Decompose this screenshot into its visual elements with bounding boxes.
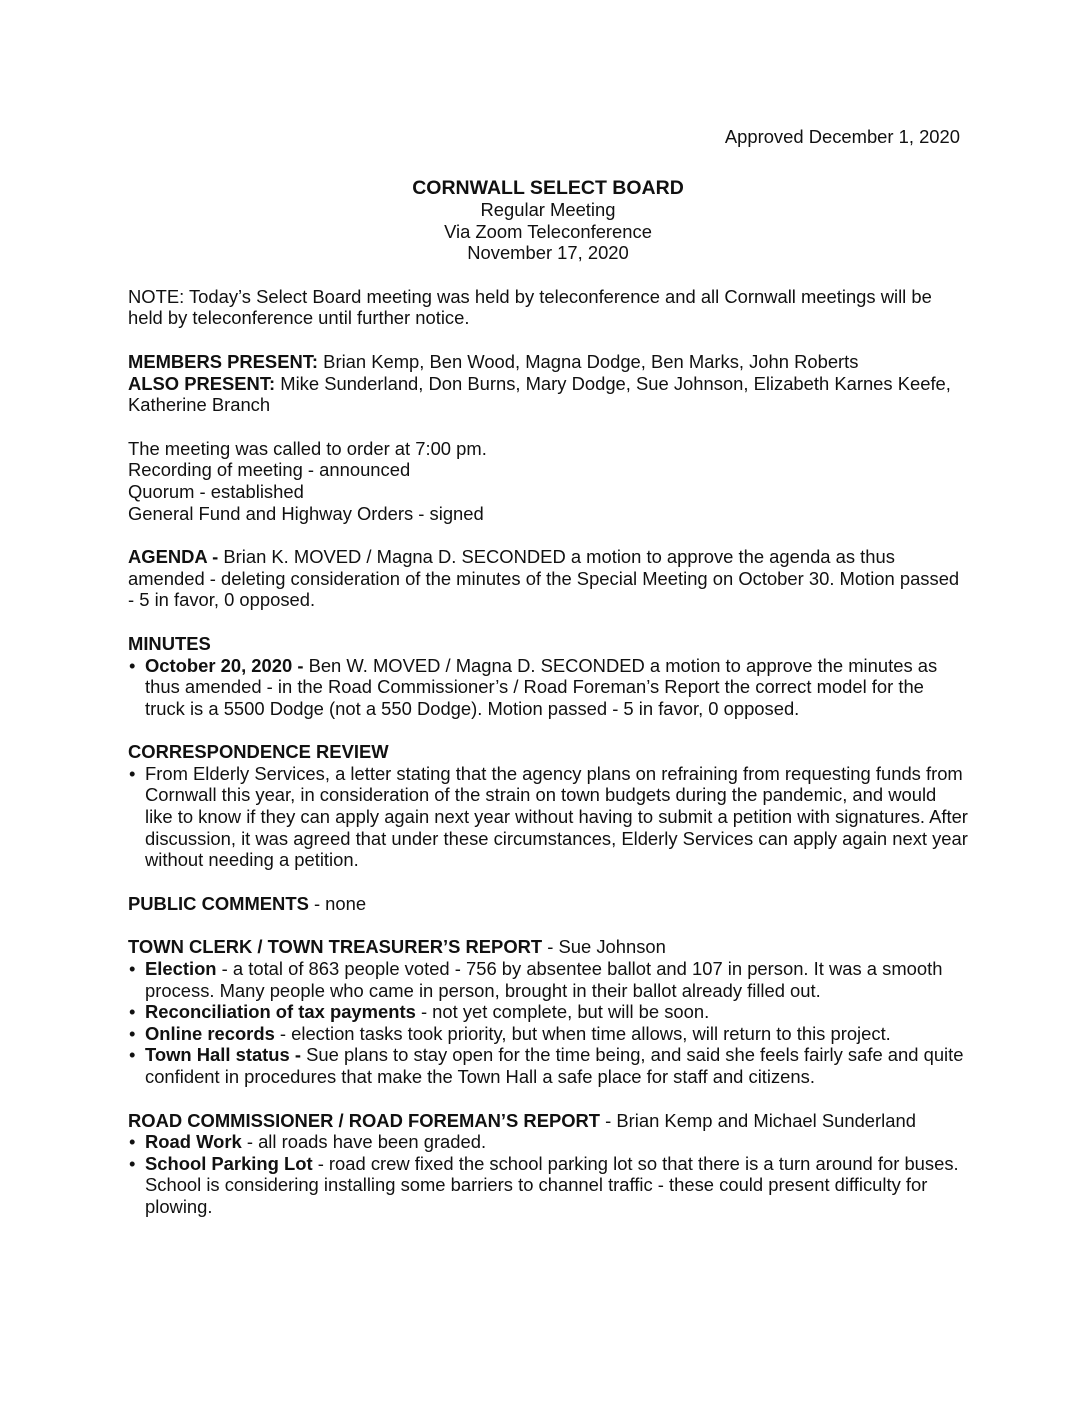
list-item — [128, 1001, 968, 1023]
members-present-label: MEMBERS PRESENT: — [128, 350, 319, 372]
town-clerk-section — [128, 936, 968, 1087]
item-label: Reconciliation of tax payments — [145, 1001, 416, 1023]
list-item — [128, 958, 968, 1001]
town-clerk-list — [128, 958, 968, 1088]
call-to-order: The meeting was called to order at 7:00 pm. — [128, 437, 487, 459]
correspondence-heading: CORRESPONDENCE REVIEW — [128, 741, 389, 763]
list-item — [128, 763, 968, 871]
also-present-names: Mike Sunderland, Don Burns, Mary Dodge, Sue Johnson, Elizabeth Karnes Keefe, Katherine Branch — [128, 372, 951, 416]
agenda-text: Brian K. MOVED / Magna D. SECONDED a motion to approve the agenda as thus amended - deleting consideration of the minutes of the Special Meeting on October 30. Motion passed - 5 in favor, 0 opposed. — [128, 546, 960, 611]
meeting-date: November 17, 2020 — [467, 242, 629, 264]
agenda-label: AGENDA - — [128, 546, 219, 568]
list-item — [128, 1023, 968, 1045]
item-text: Ben W. MOVED / Magna D. SECONDED a motion to approve the minutes as thus amended - in the Road Commissioner’s / Road Foreman’s Report the correct model for the truck is a 5500 Dodge (not a 550 Dodge). Motion passed - 5 in favor, 0 opposed. — [145, 654, 938, 719]
list-item — [128, 1044, 968, 1087]
bullet-icon: • — [129, 1001, 136, 1023]
road-report-list — [128, 1131, 968, 1217]
bullet-icon: • — [129, 1131, 136, 1153]
teleconference-note: NOTE: Today’s Select Board meeting was held by teleconference and all Cornwall meetings will be held by teleconference until further notice. — [128, 285, 932, 329]
town-clerk-presenter: - Sue Johnson — [542, 936, 666, 958]
road-report-heading-line — [128, 1110, 968, 1132]
minutes-heading: MINUTES — [128, 632, 211, 654]
item-text: From Elderly Services, a letter stating that the agency plans on refraining from requesting funds from Cornwall this year, in consideration of the strain on town budgets during the pandemic, and would like to know if they can apply again next year without having to submit a petition with signatures. After discussion, it was agreed that under these circumstances, Elderly Services can apply again next year without needing a petition. — [145, 762, 968, 871]
town-clerk-heading-line — [128, 936, 968, 958]
item-label: Town Hall status - — [145, 1044, 301, 1066]
item-label: October 20, 2020 - — [145, 654, 304, 676]
item-label: Online records — [145, 1022, 275, 1044]
approval-date: Approved December 1, 2020 — [724, 126, 960, 147]
members-present — [128, 351, 968, 373]
road-report-presenter: - Brian Kemp and Michael Sunderland — [600, 1109, 916, 1131]
list-item — [128, 655, 968, 720]
meeting-venue: Via Zoom Teleconference — [444, 220, 652, 242]
minutes-section — [128, 633, 968, 719]
bullet-icon: • — [129, 1152, 136, 1174]
attendance-section — [128, 351, 968, 416]
minutes-document — [128, 126, 968, 1218]
also-present — [128, 373, 968, 416]
item-text: - not yet complete, but will be soon. — [415, 1001, 710, 1023]
list-item — [128, 1131, 968, 1153]
bullet-icon: • — [129, 654, 136, 676]
town-clerk-heading: TOWN CLERK / TOWN TREASURER’S REPORT — [128, 936, 543, 958]
item-label: School Parking Lot — [145, 1152, 313, 1174]
board-title: CORNWALL SELECT BOARD — [412, 177, 684, 199]
public-comments-label: PUBLIC COMMENTS — [128, 892, 309, 914]
item-label: Road Work — [145, 1131, 242, 1153]
item-text: - election tasks took priority, but when time allows, will return to this project. — [274, 1022, 891, 1044]
item-label: Election — [145, 958, 217, 980]
item-text: - all roads have been graded. — [241, 1131, 487, 1153]
also-present-label: ALSO PRESENT: — [128, 372, 276, 394]
orders-status: General Fund and Highway Orders - signed — [128, 502, 484, 524]
meeting-type: Regular Meeting — [480, 199, 616, 220]
bullet-icon: • — [129, 958, 136, 980]
bullet-icon: • — [129, 762, 136, 784]
members-present-names: Brian Kemp, Ben Wood, Magna Dodge, Ben Marks, John Roberts — [318, 350, 859, 372]
item-text: - road crew fixed the school parking lot so that there is a turn around for buses. School is considering installing some barriers to channel traffic - these could present difficulty for plowing. — [145, 1152, 959, 1217]
document-header — [128, 177, 968, 264]
list-item — [128, 1153, 968, 1218]
correspondence-list — [128, 763, 968, 871]
road-report-heading: ROAD COMMISSIONER / ROAD FOREMAN’S REPORT — [128, 1109, 601, 1131]
quorum-status: Quorum - established — [128, 480, 304, 502]
opening-section — [128, 438, 968, 524]
bullet-icon: • — [129, 1022, 136, 1044]
agenda-section — [128, 546, 968, 611]
item-text: - a total of 863 people voted - 756 by absentee ballot and 107 in person. It was a smooth process. Many people who came in person, brought in their ballot already filled out. — [145, 958, 943, 1001]
bullet-icon: • — [129, 1044, 136, 1066]
minutes-list — [128, 655, 968, 720]
recording-status: Recording of meeting - announced — [128, 459, 411, 481]
public-comments-text: - none — [308, 892, 367, 914]
road-report-section — [128, 1110, 968, 1218]
item-text: Sue plans to stay open for the time being, and said she feels fairly safe and quite confident in procedures that make the Town Hall a safe place for staff and citizens. — [145, 1044, 964, 1087]
public-comments-section — [128, 893, 968, 915]
correspondence-section — [128, 741, 968, 871]
